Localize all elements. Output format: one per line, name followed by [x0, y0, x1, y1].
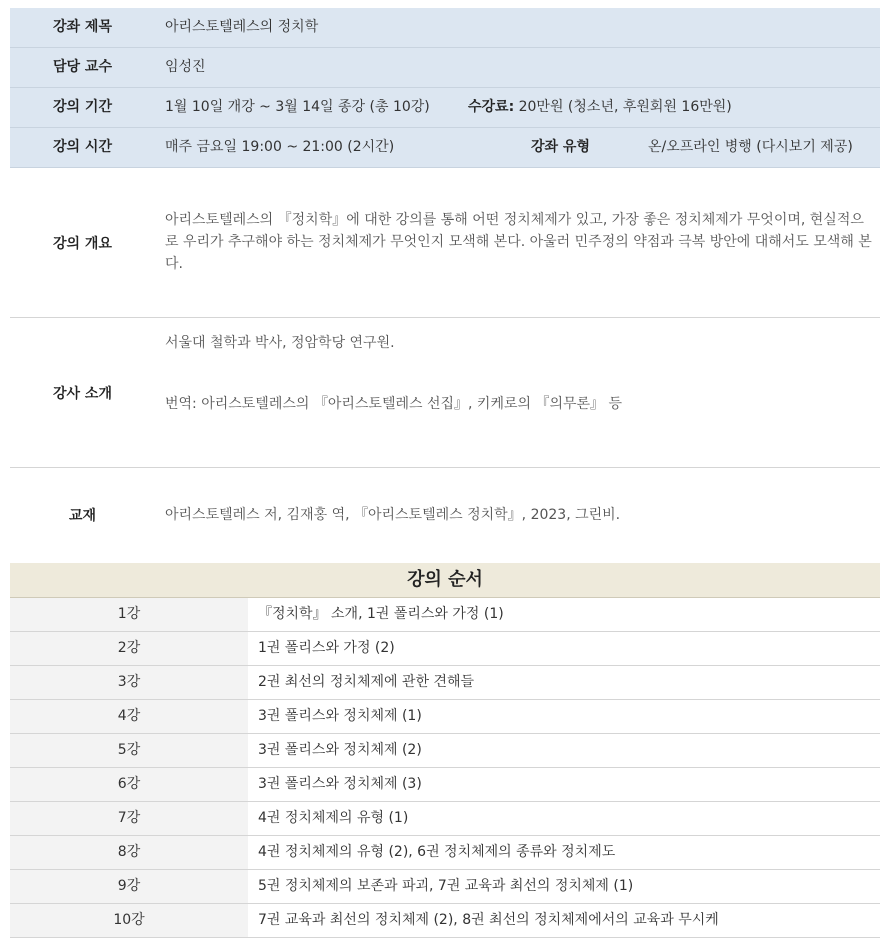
- period-label: 강의 기간: [53, 99, 112, 115]
- period-value: 1월 10일 개강 ~ 3월 14일 종강 (총 10강): [165, 99, 430, 115]
- course-type-value: 온/오프라인 병행 (다시보기 제공): [648, 139, 853, 155]
- overview-label: 강의 개요: [53, 236, 112, 252]
- course-title-label: 강좌 제목: [53, 19, 112, 35]
- lecture-number: 9강: [10, 870, 248, 903]
- lecture-topic: 3권 폴리스와 정치체제 (1): [258, 708, 422, 724]
- schedule-title: 강의 순서: [10, 563, 880, 598]
- schedule-row: [10, 632, 880, 666]
- lecture-topic: 4권 정치체제의 유형 (2), 6권 정치체제의 종류와 정치제도: [258, 844, 616, 860]
- course-info-table: [10, 8, 880, 168]
- schedule-row: [10, 666, 880, 700]
- schedule-row: [10, 904, 880, 938]
- overview-row: [10, 168, 880, 318]
- lecturer-bio: 서울대 철학과 박사, 정암학당 연구원.: [165, 335, 395, 351]
- overview-text: 아리스토텔레스의 『정치학』에 대한 강의를 통해 어떤 정치체제가 있고, 가장 좋은 정치체제가 무엇이며, 현실적으로 우리가 추구해야 하는 정치체제가 무엇인지 모색해 본다. 아울러 민주정의 약점과 극복 방안에 대해서도 모색해 본다.: [165, 212, 872, 272]
- textbook-label: 교재: [68, 508, 97, 524]
- time-label: 강의 시간: [53, 139, 112, 155]
- lecture-topic: 7권 교육과 최선의 정치체제 (2), 8권 최선의 정치체제에서의 교육과 무시케: [258, 912, 719, 928]
- schedule-row: [10, 598, 880, 632]
- lecture-number: 5강: [10, 734, 248, 767]
- lecture-topic: 4권 정치체제의 유형 (1): [258, 810, 409, 826]
- lecture-topic: 2권 최선의 정치체제에 관한 견해들: [258, 674, 475, 690]
- course-type-label: 강좌 유형: [531, 139, 590, 155]
- lecture-number: 2강: [10, 632, 248, 665]
- time-value: 매주 금요일 19:00 ~ 21:00 (2시간): [165, 139, 395, 155]
- lecturer-translations: 번역: 아리스토텔레스의 『아리스토텔레스 선집』, 키케로의 『의무론』 등: [165, 396, 623, 412]
- schedule-row: [10, 768, 880, 802]
- course-title: 아리스토텔레스의 정치학: [165, 19, 319, 35]
- lecture-topic: 『정치학』 소개, 1권 폴리스와 가정 (1): [258, 606, 504, 622]
- schedule-row: [10, 836, 880, 870]
- lecture-number: 6강: [10, 768, 248, 801]
- lecture-topic: 3권 폴리스와 정치체제 (2): [258, 742, 422, 758]
- textbook-text: 아리스토텔레스 저, 김재홍 역, 『아리스토텔레스 정치학』, 2023, 그린비.: [165, 507, 621, 523]
- time-row: [10, 128, 880, 168]
- textbook-row: [10, 468, 880, 562]
- schedule-row: [10, 802, 880, 836]
- lecture-number: 10강: [10, 904, 248, 937]
- lecturer-row: [10, 318, 880, 468]
- schedule-row: [10, 870, 880, 904]
- lecture-number: 3강: [10, 666, 248, 699]
- lecture-topic: 3권 폴리스와 정치체제 (3): [258, 776, 422, 792]
- fee-label: 수강료:: [468, 99, 515, 115]
- lecture-topic: 1권 폴리스와 가정 (2): [258, 640, 395, 656]
- period-row: [10, 88, 880, 128]
- fee: [468, 88, 732, 127]
- lecture-number: 1강: [10, 598, 248, 631]
- lecture-topic: 5권 정치체제의 보존과 파괴, 7권 교육과 최선의 정치체제 (1): [258, 878, 634, 894]
- lecturer-label: 강사 소개: [53, 386, 112, 402]
- fee-value: 20만원 (청소년, 후원회원 16만원): [514, 99, 732, 115]
- instructor-name: 임성진: [165, 59, 206, 75]
- lecture-number: 7강: [10, 802, 248, 835]
- instructor-label: 담당 교수: [53, 59, 112, 75]
- schedule-row: [10, 700, 880, 734]
- lecture-number: 8강: [10, 836, 248, 869]
- course-title-row: [10, 8, 880, 48]
- lecture-number: 4강: [10, 700, 248, 733]
- instructor-row: [10, 48, 880, 88]
- schedule-table: [10, 563, 880, 938]
- schedule-row: [10, 734, 880, 768]
